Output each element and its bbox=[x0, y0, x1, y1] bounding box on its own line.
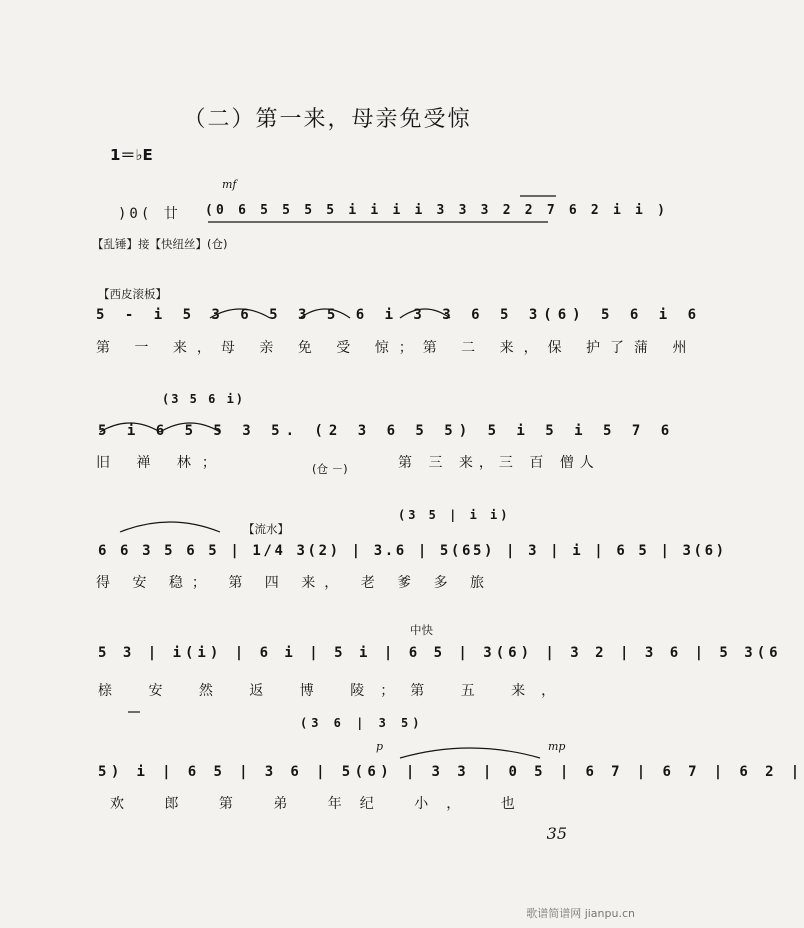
lyrics-line: 第 三 来，三 百 僧人 bbox=[398, 455, 600, 471]
intro-label: )0( 廿 bbox=[118, 206, 181, 222]
page-title: （二）第一来，母亲免受惊 bbox=[183, 107, 472, 132]
percussion-cue: 【乱锤】接【快纽丝】(仓) bbox=[92, 237, 228, 251]
lyrics-line: 得 安 稳； 第 四 来， 老 爹 多 旅 bbox=[96, 575, 494, 591]
dynamic-mark: p bbox=[376, 740, 384, 753]
section-label: 【西皮滚板】 bbox=[98, 287, 167, 301]
grace-notes: (3 5 6 i) bbox=[162, 392, 246, 406]
lyrics-line: 第 一 来，母 亲 免 受 惊；第 二 来，保 护了蒲 州 bbox=[96, 340, 697, 356]
lyrics-line: 榇 安 然 返 博 陵；第 五 来， bbox=[98, 683, 572, 699]
intro-notes: (0 6 5 5 5 5 i i i i 3 3 3 2 2 7 6 2 i i ) bbox=[205, 203, 669, 218]
lyrics-line: 旧 禅 林； bbox=[96, 455, 227, 471]
key-signature: 1＝♭E bbox=[110, 146, 153, 164]
grace-notes: (3 5 | i i) bbox=[398, 508, 511, 522]
notation-line: 5) i | 6 5 | 3 6 | 5(6) | 3 3 | 0 5 | 6 7 | 6 7 | 6 2 | bbox=[98, 764, 804, 780]
lyrics-line: 欢 郎 第 弟 年纪 小， 也 bbox=[110, 796, 533, 812]
section-label: 【流水】 bbox=[243, 522, 289, 536]
percussion-cue: (仓 －) bbox=[312, 462, 348, 476]
dynamic-mark: mf bbox=[222, 178, 237, 191]
notation-line: 5 3 | i(i) | 6 i | 5 i | 6 5 | 3(6) | 3 2 | 3 6 | 5 3(6 bbox=[98, 645, 782, 661]
watermark: 歌谱简谱网 jianpu.cn bbox=[526, 907, 635, 920]
page-number: 35 bbox=[546, 824, 567, 843]
notation-line: 5 i 6 5 5 3 5. (2 3 6 5 5) 5 i 5 i 5 7 6 bbox=[98, 423, 676, 439]
notation-line: 6 6 3 5 6 5 | 1/4 3(2) | 3.6 | 5(65) | 3 | i | 6 5 | 3(6) bbox=[98, 543, 727, 559]
grace-notes: (3 6 | 3 5) bbox=[300, 716, 424, 730]
tempo-mark: 中快 bbox=[410, 623, 433, 637]
notation-line: 5 - i 5 3 6 5 3 5 6 i 3 3 6 5 3(6) 5 6 i 6 bbox=[96, 307, 703, 323]
dynamic-mark: mp bbox=[548, 740, 566, 753]
